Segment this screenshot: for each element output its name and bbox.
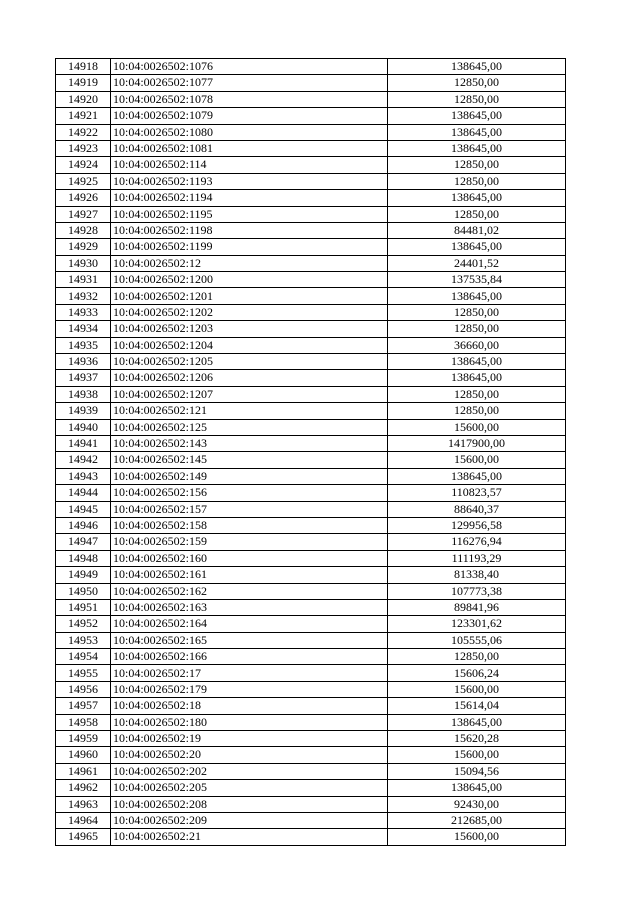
row-number-cell: 14932 [56,288,111,304]
row-number-cell: 14953 [56,632,111,648]
cadastral-number-cell: 10:04:0026502:1200 [111,272,388,288]
row-number-cell: 14961 [56,763,111,779]
table-row [56,665,566,681]
table-row [56,190,566,206]
cadastral-value-cell: 12850,00 [388,649,566,665]
row-number-cell: 14933 [56,304,111,320]
cadastral-number-cell: 10:04:0026502:205 [111,780,388,796]
cadastral-value-cell: 12850,00 [388,304,566,320]
table-row [56,108,566,124]
cadastral-value-cell: 15600,00 [388,452,566,468]
row-number-cell: 14955 [56,665,111,681]
row-number-cell: 14929 [56,239,111,255]
cadastral-number-cell: 10:04:0026502:21 [111,829,388,845]
cadastral-number-cell: 10:04:0026502:180 [111,714,388,730]
cadastral-value-cell: 123301,62 [388,616,566,632]
cadastral-value-cell: 15600,00 [388,419,566,435]
row-number-cell: 14964 [56,812,111,828]
table-row [56,731,566,747]
cadastral-number-cell: 10:04:0026502:158 [111,517,388,533]
table-row [56,616,566,632]
cadastral-number-cell: 10:04:0026502:1193 [111,173,388,189]
cadastral-number-cell: 10:04:0026502:1203 [111,321,388,337]
cadastral-value-cell: 138645,00 [388,370,566,386]
row-number-cell: 14920 [56,91,111,107]
cadastral-value-cell: 84481,02 [388,222,566,238]
row-number-cell: 14935 [56,337,111,353]
row-number-cell: 14959 [56,731,111,747]
cadastral-number-cell: 10:04:0026502:165 [111,632,388,648]
row-number-cell: 14922 [56,124,111,140]
cadastral-value-cell: 15620,28 [388,731,566,747]
row-number-cell: 14934 [56,321,111,337]
table-row [56,173,566,189]
cadastral-value-cell: 138645,00 [388,108,566,124]
row-number-cell: 14954 [56,649,111,665]
cadastral-value-cell: 15600,00 [388,829,566,845]
row-number-cell: 14951 [56,599,111,615]
cadastral-value-cell: 137535,84 [388,272,566,288]
cadastral-value-cell: 138645,00 [388,124,566,140]
table-row [56,468,566,484]
row-number-cell: 14918 [56,59,111,75]
table-row [56,829,566,845]
row-number-cell: 14942 [56,452,111,468]
cadastral-value-cell: 138645,00 [388,468,566,484]
table-row [56,403,566,419]
table-row [56,386,566,402]
cadastral-number-cell: 10:04:0026502:1202 [111,304,388,320]
cadastral-number-cell: 10:04:0026502:1206 [111,370,388,386]
row-number-cell: 14938 [56,386,111,402]
cadastral-value-cell: 36660,00 [388,337,566,353]
table-row [56,304,566,320]
cadastral-number-cell: 10:04:0026502:114 [111,157,388,173]
table-row [56,550,566,566]
cadastral-value-cell: 138645,00 [388,288,566,304]
table-row [56,75,566,91]
cadastral-number-cell: 10:04:0026502:1205 [111,354,388,370]
cadastral-number-cell: 10:04:0026502:166 [111,649,388,665]
row-number-cell: 14956 [56,681,111,697]
cadastral-value-cell: 15614,04 [388,698,566,714]
table-row [56,321,566,337]
table-row [56,239,566,255]
cadastral-number-cell: 10:04:0026502:163 [111,599,388,615]
cadastral-number-cell: 10:04:0026502:149 [111,468,388,484]
table-row [56,747,566,763]
row-number-cell: 14962 [56,780,111,796]
row-number-cell: 14948 [56,550,111,566]
cadastral-value-table [55,58,566,846]
cadastral-value-cell: 12850,00 [388,91,566,107]
cadastral-number-cell: 10:04:0026502:1194 [111,190,388,206]
table-row [56,501,566,517]
cadastral-number-cell: 10:04:0026502:121 [111,403,388,419]
row-number-cell: 14943 [56,468,111,484]
row-number-cell: 14921 [56,108,111,124]
cadastral-number-cell: 10:04:0026502:1201 [111,288,388,304]
cadastral-value-cell: 12850,00 [388,157,566,173]
row-number-cell: 14950 [56,583,111,599]
cadastral-value-cell: 1417900,00 [388,435,566,451]
row-number-cell: 14946 [56,517,111,533]
cadastral-number-cell: 10:04:0026502:1198 [111,222,388,238]
row-number-cell: 14947 [56,534,111,550]
cadastral-value-cell: 81338,40 [388,567,566,583]
cadastral-number-cell: 10:04:0026502:143 [111,435,388,451]
cadastral-number-cell: 10:04:0026502:1080 [111,124,388,140]
cadastral-value-cell: 12850,00 [388,75,566,91]
row-number-cell: 14937 [56,370,111,386]
table-row [56,780,566,796]
table-row [56,435,566,451]
table-row [56,452,566,468]
row-number-cell: 14958 [56,714,111,730]
cadastral-value-cell: 110823,57 [388,485,566,501]
table-row [56,124,566,140]
table-row [56,517,566,533]
row-number-cell: 14925 [56,173,111,189]
table-row [56,567,566,583]
table-row [56,419,566,435]
cadastral-value-cell: 138645,00 [388,239,566,255]
cadastral-number-cell: 10:04:0026502:156 [111,485,388,501]
cadastral-number-cell: 10:04:0026502:161 [111,567,388,583]
table-row [56,354,566,370]
cadastral-number-cell: 10:04:0026502:164 [111,616,388,632]
cadastral-number-cell: 10:04:0026502:1207 [111,386,388,402]
cadastral-number-cell: 10:04:0026502:179 [111,681,388,697]
table-row [56,272,566,288]
table-row [56,288,566,304]
cadastral-number-cell: 10:04:0026502:1081 [111,140,388,156]
row-number-cell: 14940 [56,419,111,435]
table-row [56,599,566,615]
cadastral-value-cell: 138645,00 [388,354,566,370]
cadastral-value-cell: 107773,38 [388,583,566,599]
cadastral-value-cell: 212685,00 [388,812,566,828]
cadastral-number-cell: 10:04:0026502:162 [111,583,388,599]
cadastral-number-cell: 10:04:0026502:1077 [111,75,388,91]
cadastral-value-cell: 138645,00 [388,59,566,75]
table-row [56,714,566,730]
cadastral-value-cell: 15094,56 [388,763,566,779]
row-number-cell: 14927 [56,206,111,222]
row-number-cell: 14960 [56,747,111,763]
cadastral-value-cell: 12850,00 [388,321,566,337]
cadastral-value-cell: 138645,00 [388,780,566,796]
cadastral-value-cell: 111193,29 [388,550,566,566]
cadastral-number-cell: 10:04:0026502:157 [111,501,388,517]
row-number-cell: 14965 [56,829,111,845]
cadastral-number-cell: 10:04:0026502:19 [111,731,388,747]
cadastral-number-cell: 10:04:0026502:160 [111,550,388,566]
table-row [56,337,566,353]
row-number-cell: 14939 [56,403,111,419]
cadastral-number-cell: 10:04:0026502:20 [111,747,388,763]
cadastral-number-cell: 10:04:0026502:202 [111,763,388,779]
table-row [56,649,566,665]
cadastral-number-cell: 10:04:0026502:1079 [111,108,388,124]
cadastral-number-cell: 10:04:0026502:125 [111,419,388,435]
cadastral-number-cell: 10:04:0026502:1204 [111,337,388,353]
row-number-cell: 14930 [56,255,111,271]
table-row [56,206,566,222]
table-row [56,59,566,75]
row-number-cell: 14952 [56,616,111,632]
cadastral-value-cell: 138645,00 [388,190,566,206]
cadastral-value-cell: 12850,00 [388,386,566,402]
row-number-cell: 14957 [56,698,111,714]
row-number-cell: 14944 [56,485,111,501]
table-row [56,632,566,648]
cadastral-value-cell: 12850,00 [388,403,566,419]
table-row [56,583,566,599]
table-row [56,796,566,812]
table-row [56,763,566,779]
cadastral-number-cell: 10:04:0026502:1199 [111,239,388,255]
cadastral-value-cell: 12850,00 [388,173,566,189]
table-row [56,681,566,697]
cadastral-value-cell: 12850,00 [388,206,566,222]
row-number-cell: 14926 [56,190,111,206]
row-number-cell: 14963 [56,796,111,812]
table-row [56,698,566,714]
row-number-cell: 14941 [56,435,111,451]
cadastral-value-cell: 105555,06 [388,632,566,648]
cadastral-value-cell: 15600,00 [388,681,566,697]
table-row [56,140,566,156]
row-number-cell: 14924 [56,157,111,173]
cadastral-number-cell: 10:04:0026502:1078 [111,91,388,107]
cadastral-number-cell: 10:04:0026502:1076 [111,59,388,75]
row-number-cell: 14931 [56,272,111,288]
row-number-cell: 14923 [56,140,111,156]
row-number-cell: 14949 [56,567,111,583]
table-row [56,255,566,271]
cadastral-value-cell: 24401,52 [388,255,566,271]
row-number-cell: 14919 [56,75,111,91]
cadastral-value-cell: 88640,37 [388,501,566,517]
cadastral-value-cell: 89841,96 [388,599,566,615]
cadastral-number-cell: 10:04:0026502:159 [111,534,388,550]
cadastral-value-cell: 129956,58 [388,517,566,533]
row-number-cell: 14928 [56,222,111,238]
cadastral-value-cell: 15600,00 [388,747,566,763]
cadastral-value-cell: 15606,24 [388,665,566,681]
table-row [56,222,566,238]
cadastral-value-cell: 138645,00 [388,714,566,730]
cadastral-value-cell: 92430,00 [388,796,566,812]
table-row [56,370,566,386]
cadastral-number-cell: 10:04:0026502:208 [111,796,388,812]
cadastral-number-cell: 10:04:0026502:17 [111,665,388,681]
table-row [56,485,566,501]
table-body [56,59,566,846]
cadastral-number-cell: 10:04:0026502:1195 [111,206,388,222]
cadastral-value-cell: 138645,00 [388,140,566,156]
cadastral-value-cell: 116276,94 [388,534,566,550]
row-number-cell: 14936 [56,354,111,370]
table-row [56,91,566,107]
row-number-cell: 14945 [56,501,111,517]
cadastral-number-cell: 10:04:0026502:12 [111,255,388,271]
table-row [56,157,566,173]
table-row [56,812,566,828]
table-row [56,534,566,550]
cadastral-number-cell: 10:04:0026502:145 [111,452,388,468]
cadastral-number-cell: 10:04:0026502:209 [111,812,388,828]
cadastral-number-cell: 10:04:0026502:18 [111,698,388,714]
